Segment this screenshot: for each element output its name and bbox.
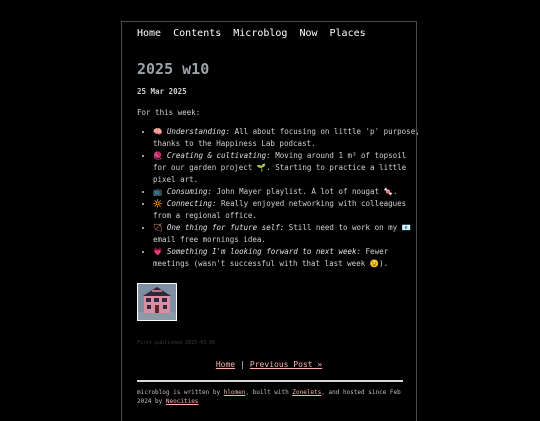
nav-contents-link[interactable]: Contents (173, 28, 222, 39)
list-item (153, 198, 421, 222)
list-item-text: Really enjoyed networking with colleagues from a regional office. (153, 199, 407, 220)
heart-icon: 💗 (153, 247, 163, 256)
bow-arrow-icon: 🏹 (153, 223, 163, 232)
footer-divider (137, 380, 403, 382)
author-link[interactable]: hlomen (223, 389, 246, 396)
list-item-label: One thing for future self: (166, 223, 285, 232)
list-item-label: Connecting: (166, 199, 217, 208)
nav-home-link[interactable]: Home (137, 28, 162, 39)
list-item (153, 126, 421, 150)
list-item-label: Creating & cultivating: (166, 151, 271, 160)
list-item-label: Consuming: (166, 187, 213, 196)
list-item-text: Moving around 1 m³ of topsoil for our garden project 🌱. Starting to practice a little pixel art. (153, 151, 407, 184)
list-item-text: Still need to work on my 📧 email free mornings idea. (153, 223, 412, 244)
list-item-text: All about focusing on little 'p' purpose, thanks to the Happiness Lab podcast. (153, 127, 420, 148)
footer-text: , built with (245, 389, 293, 396)
post-date: 25 Mar 2025 (137, 87, 187, 96)
builder-link[interactable]: Zonelets (292, 389, 322, 396)
list-item (153, 246, 421, 270)
nav-microblog-link[interactable]: Microblog (233, 28, 288, 39)
tv-icon: 📺 (153, 187, 163, 196)
published-meta: First published 2025-03-06 (137, 340, 216, 346)
list-item-text: John Mayer playlist. A lot of nougat 🍬. (212, 187, 398, 196)
pager-separator: | (240, 360, 245, 369)
post-intro: For this week: (137, 108, 201, 117)
pixel-art-house-image[interactable] (137, 283, 177, 321)
top-nav (137, 28, 378, 39)
post-pager (122, 360, 416, 369)
list-item (153, 150, 421, 186)
nav-places-link[interactable]: Places (329, 28, 366, 39)
list-item-label: Something I'm looking forward to next week: (166, 247, 362, 256)
footer-text: , and hosted since Feb 2024 by (137, 389, 401, 405)
previous-post-link[interactable]: Previous Post » (249, 360, 323, 369)
yarn-icon: 🧶 (153, 151, 163, 160)
post-title: 2025 w10 (137, 60, 210, 78)
nav-now-link[interactable]: Now (299, 28, 318, 39)
list-item (153, 222, 421, 246)
page-container (121, 21, 420, 421)
brain-icon: 🧠 (153, 127, 163, 136)
host-link[interactable]: Neocities (165, 398, 199, 405)
site-footer (137, 388, 407, 406)
house-icon (138, 284, 176, 320)
footer-text: microblog is written by (137, 389, 224, 396)
list-item-text: Fewer meetings (wasn't successful with that last week 😉). (153, 247, 389, 268)
weekly-list (137, 126, 421, 270)
pager-home-link[interactable]: Home (215, 360, 236, 369)
list-item (153, 186, 421, 198)
sun-icon: 🔆 (153, 199, 163, 208)
list-item-label: Understanding: (166, 127, 231, 136)
